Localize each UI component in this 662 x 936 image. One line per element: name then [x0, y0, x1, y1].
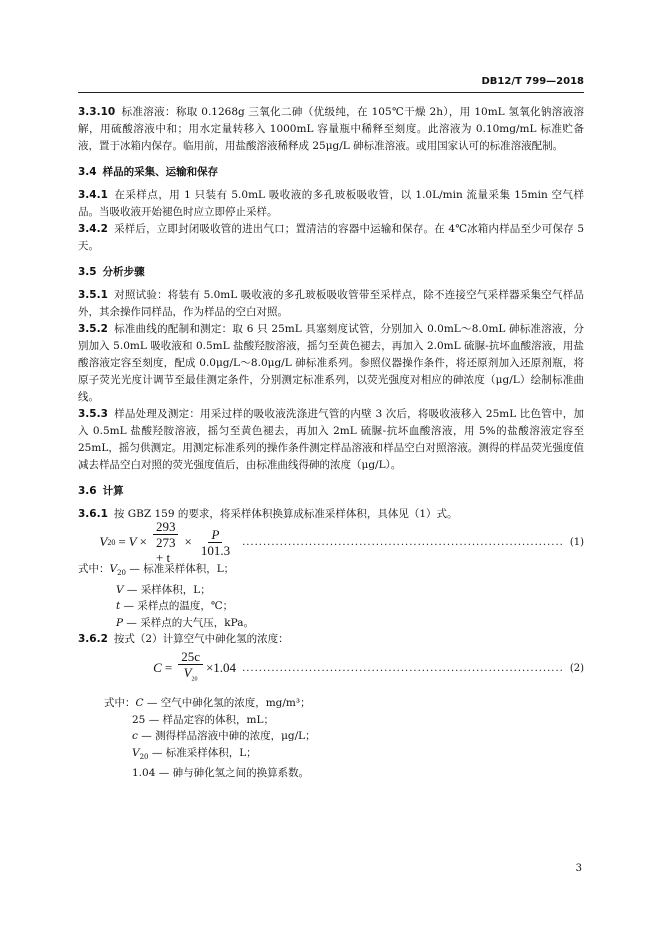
def-subscript: 20	[117, 569, 127, 578]
def-symbol: P	[116, 616, 124, 629]
where-block-1	[78, 561, 584, 631]
clause-text: 按 GBZ 159 的要求，将采样体积换算成标准采样体积，具体见（1）式。	[113, 508, 458, 520]
section-title: 样品的采集、运输和保存	[102, 166, 219, 178]
eq1-numerator: 293	[153, 519, 179, 535]
clause-text: 按式（2）计算空气中砷化氢的浓度：	[113, 633, 289, 646]
clause-number: 3.5.2	[78, 323, 108, 335]
section-number: 3.6	[78, 485, 97, 497]
clause-number: 3.5.1	[78, 289, 108, 301]
clause-text: 标准曲线的配制和测定：取 6 只 25mL 具塞刻度试管，分别加入 0.0mL～8.0mL 砷标准溶液，分别加入 5.0mL 吸收液和 0.5mL 盐酸羟胺溶液，摇匀至黄色褪去，再加入 2.0mL 硫脲-抗坏血酸溶液，用盐酸溶液定容至刻度，配成 0.0μg/L～8.0μg/L 砷标准系列。参照仪器操作条件，将还原剂加入还原剂瓶，将原子荧光光度计调节至最佳测定条件，分别测定标准系列，以荧光强度对相应的砷浓度（μg/L）绘制标准曲线。	[78, 323, 584, 403]
where-lead-text: 式中：	[78, 563, 110, 575]
section-heading-3-6	[78, 482, 584, 500]
section-number: 3.4	[78, 166, 97, 178]
equation-1	[78, 519, 584, 565]
equation-1-number: (1)	[569, 536, 584, 548]
eq2-lhs: C	[153, 660, 162, 676]
clause-3-6-2	[78, 631, 584, 648]
equation-2-expression	[153, 649, 236, 688]
where-2-lead	[78, 695, 584, 712]
where-lead-text: 式中：	[104, 697, 136, 710]
def-desc: — 采样点的温度，℃；	[120, 600, 234, 613]
clause-number: 3.6.1	[78, 508, 108, 520]
equation-leader-dots: .............................................................................	[242, 536, 564, 548]
where-block-2	[78, 695, 584, 782]
eq1-equals: =	[118, 534, 126, 549]
def-desc: — 测得样品溶液中砷的浓度，μg/L；	[137, 730, 316, 743]
def-desc: — 采样点的大气压，kPa。	[123, 616, 254, 629]
where-2-item	[78, 765, 584, 782]
clause-text: 样品处理及测定：用采过样的吸收液洗涤进气管的内壁 3 次后，将吸收液移入 25mL 比色管中，加入 0.5mL 盐酸羟胺溶液，摇匀至黄色褪去，再加入 2mL 硫脲-抗坏血酸溶液，用 5%的盐酸溶液定容至 25mL，摇匀供测定。用测定标准系列的操作条件测定样品溶液和样品空白对照溶液。测得的样品荧光强度值减去样品空白对照的荧光强度值后，由标准曲线得砷的浓度（μg/L）。	[78, 408, 584, 471]
section-heading-3-5	[78, 263, 584, 281]
eq1-numerator-2: P	[208, 527, 222, 543]
clause-number: 3.3.10	[78, 106, 116, 118]
def-symbol: V	[132, 746, 140, 759]
clause-3-4-2	[78, 221, 584, 255]
where-2-item	[78, 745, 584, 766]
eq2-denominator-subscript: 20	[191, 676, 198, 683]
clause-text: 采样后，立即封闭吸收管的进出气口；置清洁的容器中运输和保存。在 4℃冰箱内样品至少可保存 5 天。	[78, 223, 584, 252]
equation-1-expression	[99, 519, 236, 565]
section-title: 分析步骤	[102, 266, 145, 278]
clause-number: 3.4.1	[78, 189, 108, 201]
equation-2	[78, 648, 584, 688]
def-symbol: c	[132, 730, 138, 743]
eq1-lhs: V	[99, 534, 108, 549]
clause-text: 对照试验：将装有 5.0mL 吸收液的多孔玻板吸收管带至采样点，除不连接空气采样器采集空气样品外，其余操作同样品，作为样品的空白对照。	[78, 289, 584, 318]
eq1-times: ×	[139, 534, 147, 549]
def-desc: — 采样体积，L；	[123, 583, 211, 596]
def-desc: — 标准采样体积，L；	[126, 563, 235, 575]
eq1-volume: V	[128, 534, 137, 549]
eq2-denominator	[181, 665, 201, 688]
def-desc: — 标准采样体积，L；	[148, 746, 257, 759]
section-number: 3.5	[78, 266, 97, 278]
page-body	[78, 104, 584, 782]
clause-number: 3.4.2	[78, 223, 108, 235]
page-number: 3	[575, 863, 582, 874]
where-1-item	[78, 598, 584, 615]
clause-3-5-1	[78, 287, 584, 321]
where-2-item	[78, 728, 584, 745]
def-symbol: 1.04	[132, 767, 156, 780]
eq1-denominator: 273 + t	[155, 535, 176, 565]
def-desc: — 砷与砷化氢之间的换算系数。	[155, 767, 310, 780]
eq2-numerator: 25c	[178, 649, 203, 665]
eq2-fraction	[178, 649, 203, 688]
def-desc: — 样品定容的体积，mL；	[145, 713, 274, 726]
clause-number: 3.5.3	[78, 408, 108, 420]
eq1-lhs-subscript: 20	[107, 537, 116, 547]
clause-3-4-1	[78, 187, 584, 221]
def-symbol: C	[135, 697, 144, 710]
section-title: 计算	[102, 485, 124, 497]
def-symbol: V	[109, 563, 118, 575]
clause-3-5-3	[78, 406, 584, 474]
where-1-lead	[78, 561, 584, 582]
eq2-equals: =	[164, 660, 173, 676]
clause-text: 在采样点，用 1 只装有 5.0mL 吸收液的多孔玻板吸收管，以 1.0L/min 流量采集 15min 空气样品。当吸收液开始褪色时应立即停止采样。	[78, 189, 584, 218]
def-symbol: V	[116, 583, 124, 596]
clause-3-3-10	[78, 104, 584, 155]
eq2-denominator-symbol: V	[183, 664, 192, 680]
section-heading-3-4	[78, 163, 584, 181]
def-desc: — 空气中砷化氢的浓度，mg/m³；	[143, 697, 311, 710]
header-rule	[78, 92, 584, 93]
def-symbol: 25	[132, 713, 146, 726]
clause-3-5-2	[78, 321, 584, 406]
eq1-fraction-pressure	[198, 527, 233, 558]
eq2-factor: ×1.04	[205, 660, 237, 676]
def-symbol: t	[116, 600, 121, 613]
document-id-header: DB12/T 799—2018	[481, 76, 584, 87]
equation-leader-dots: .............................................................................	[242, 662, 564, 674]
eq1-fraction-temp	[153, 519, 179, 565]
clause-text: 标准溶液：称取 0.1268g 三氧化二砷（优级纯，在 105℃干燥 2h），用 10mL 氢氧化钠溶液溶解，用硫酸溶液中和；用水定量转移入 1000mL 容量瓶中稀释至刻度。此溶液为 0.10mg/mL 标准贮备液，置于冰箱内保存。临用前，用盐酸溶液稀释成 25μg/L 砷标准溶液。或用国家认可的标准溶液配制。	[78, 106, 584, 152]
clause-number: 3.6.2	[78, 633, 108, 646]
where-1-item	[78, 582, 584, 599]
eq1-times-2: ×	[184, 534, 192, 549]
def-subscript: 20	[139, 752, 149, 761]
where-2-item	[78, 712, 584, 729]
where-1-item	[78, 615, 584, 632]
eq1-denominator-2: 101.3	[200, 542, 231, 558]
equation-2-number: (2)	[569, 662, 584, 674]
